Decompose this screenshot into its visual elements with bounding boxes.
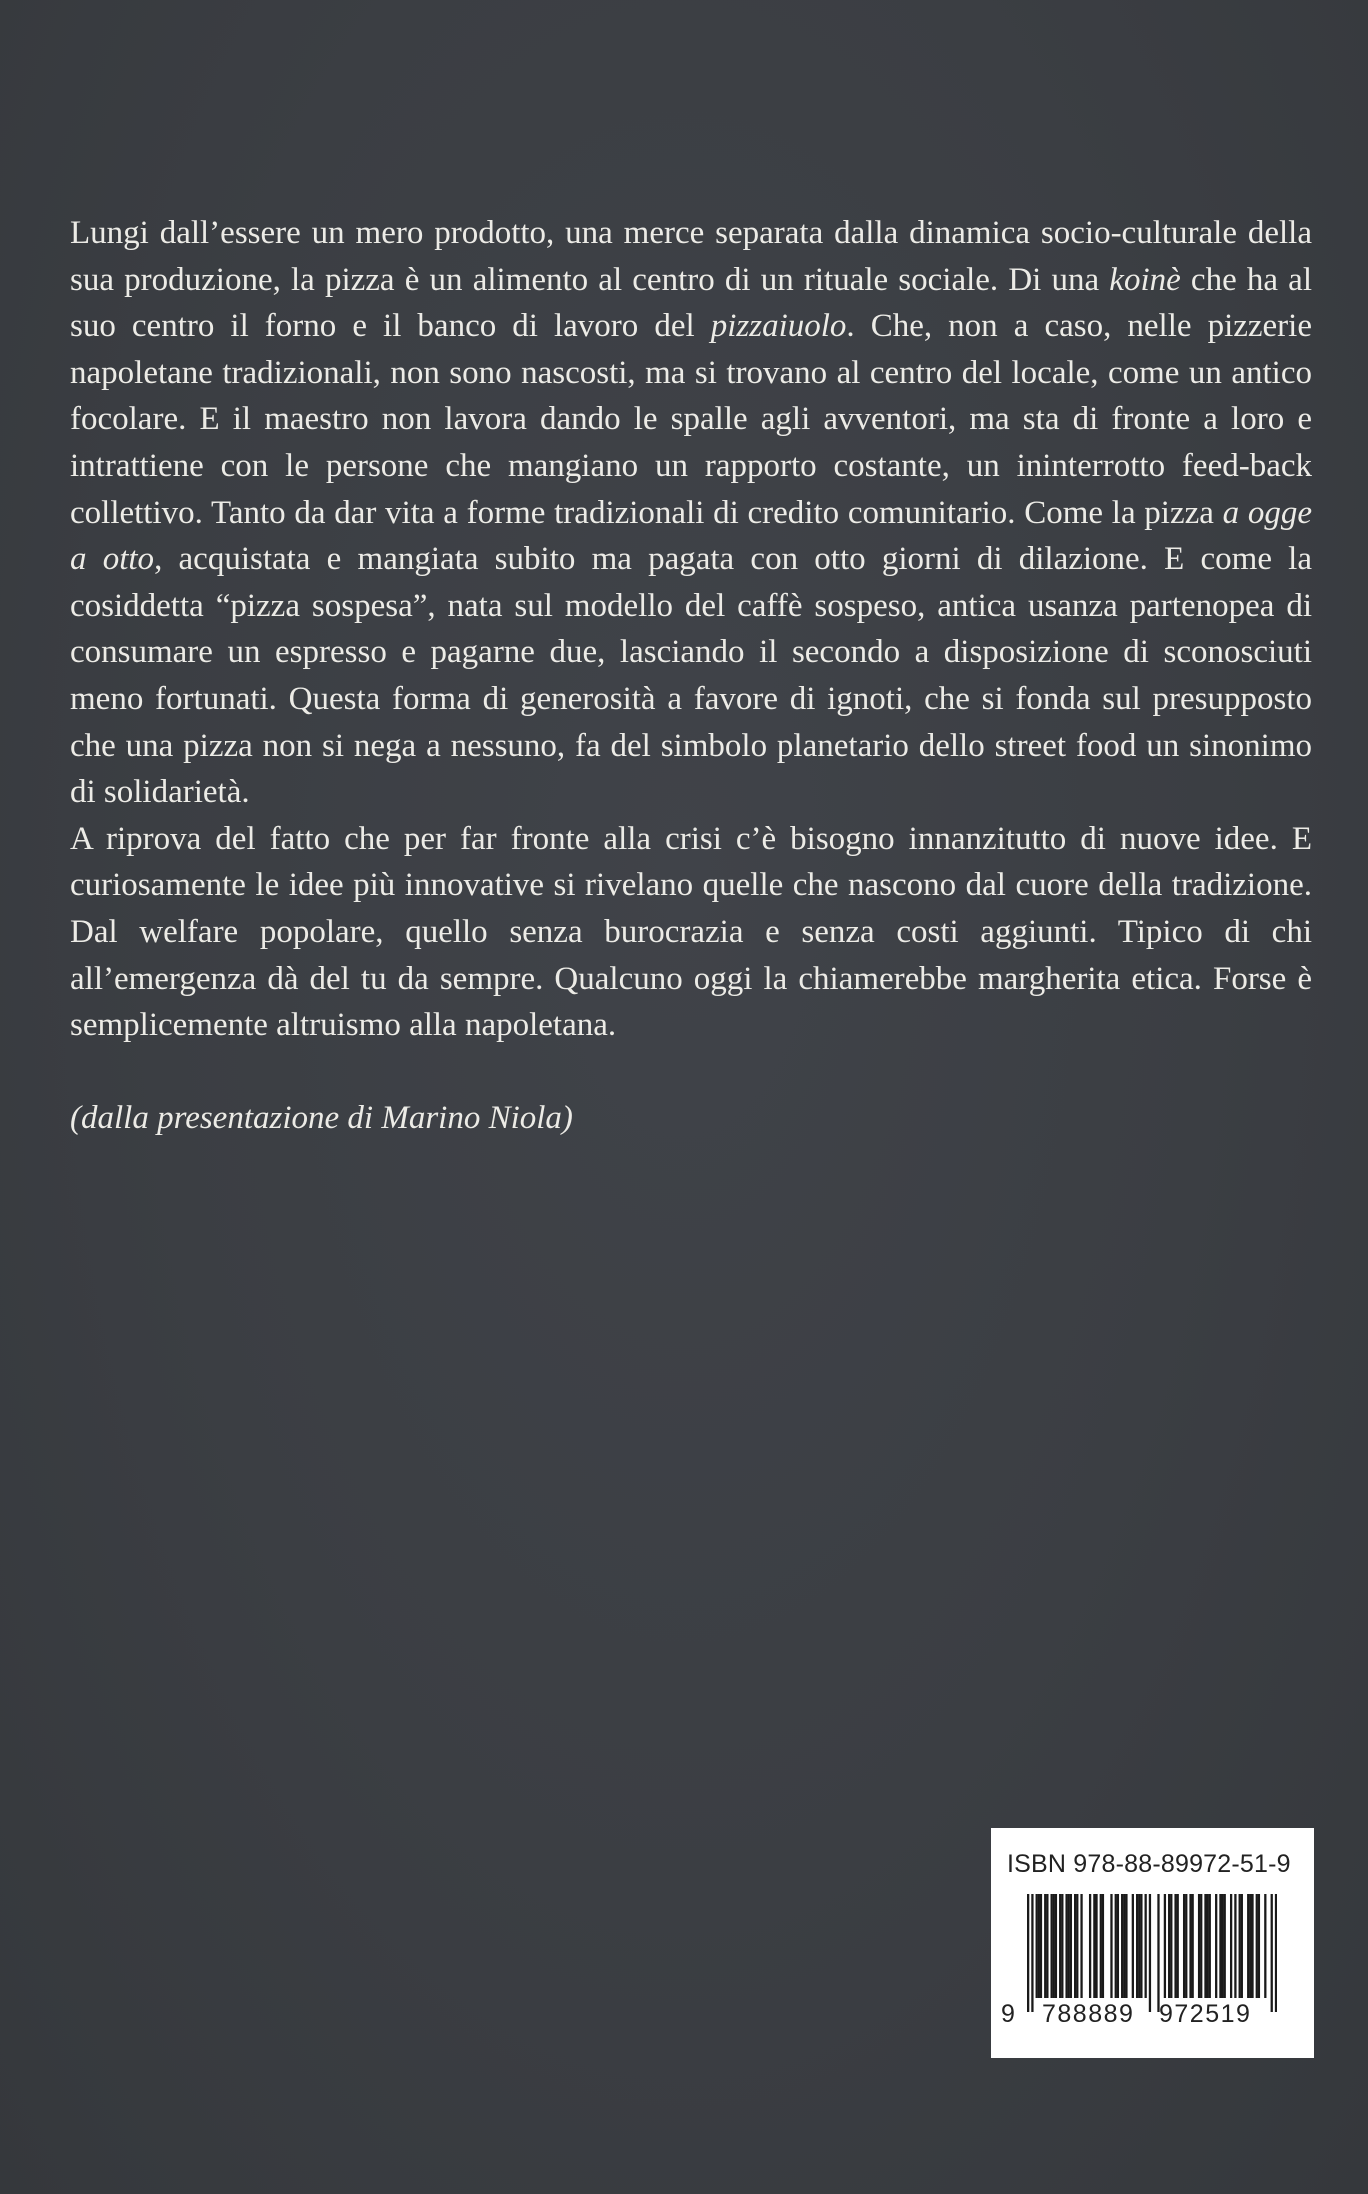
barcode-bar — [1044, 1894, 1046, 1998]
barcode-bar — [1145, 1894, 1147, 1998]
barcode-bar — [1177, 1894, 1179, 1998]
barcode-bar — [1074, 1894, 1076, 1998]
barcode-bar — [1121, 1894, 1123, 1998]
barcode-bar — [1080, 1894, 1082, 1998]
barcode-bar — [1206, 1894, 1208, 1998]
barcode-bar — [1157, 1894, 1159, 2012]
barcode-bar — [1040, 1894, 1042, 1998]
barcode-bar — [1149, 1894, 1151, 2012]
attribution: (dalla presentazione di Marino Niola) — [70, 1099, 573, 1136]
barcode-bar — [1224, 1894, 1226, 1998]
barcode-bar — [1192, 1894, 1194, 1998]
barcode-bar — [1221, 1894, 1223, 1998]
barcode-bar — [1117, 1894, 1119, 1998]
barcode-bar — [1251, 1894, 1253, 1998]
barcode-bar — [1174, 1894, 1176, 1998]
barcode-digit-lead: 9 — [1001, 2000, 1015, 2028]
barcode-bar — [1051, 1894, 1053, 1998]
barcode-bar — [1059, 1894, 1061, 1998]
barcode-bar — [1234, 1894, 1236, 1998]
paragraph-1-italic-a-ogge-a-otto: a ogge a otto — [70, 494, 1312, 578]
barcode-bar — [1100, 1894, 1102, 1998]
barcode-bar — [1140, 1894, 1142, 1998]
paragraph-1-segment: che ha al suo centro il forno e il banco di lavoro del — [70, 261, 1312, 345]
barcode-bar — [1027, 1894, 1029, 2012]
barcode-bar — [1076, 1894, 1078, 1998]
barcode-bar — [1264, 1894, 1266, 1998]
barcode-bar — [1239, 1894, 1241, 1998]
barcode-bar — [1038, 1894, 1040, 1998]
barcode-bar — [1031, 1894, 1033, 2012]
barcode-bar — [1183, 1894, 1185, 1998]
barcode-bar — [1215, 1894, 1217, 1998]
blurb-paragraph-2: A riprova del fatto che per far fronte alla crisi c’è bisogno innanzitutto di nuove idee. E curiosamente le idee più innovative si rivelano quelle che nascono dal cuore della tradizione. Dal welfare popolare, quello senza burocrazia e senza costi aggiunti. Tipico di chi all’emergenza dà del tu da sempre. Qualcuno oggi la chiamerebbe margherita etica. Forse è semplicemente altruismo alla napoletana. — [70, 820, 1312, 1044]
barcode-bar — [1132, 1894, 1134, 1998]
paragraph-1-segment: . Che, non a caso, nelle pizzerie napoletane tradizionali, non sono nascosti, ma si trovano al centro del locale, come un antico focolare. E il maestro non lavora dando le spalle agli avventori, ma sta di fronte a loro e intrattiene con le persone che mangiano un rapporto costante, un ininterrotto feed-back collettivo. Tanto da dar vita a forme tradizionali di credito comunitario. Come la pizza — [70, 308, 1312, 531]
barcode-bar — [1209, 1894, 1211, 1998]
barcode-bar — [1275, 1894, 1277, 2012]
barcode-bar — [1093, 1894, 1095, 1998]
barcode-bar — [1189, 1894, 1191, 1998]
barcode-bar — [1065, 1894, 1067, 1998]
paragraph-1-italic-pizzaiuolo: pizzaiuolo — [710, 308, 847, 345]
barcode-digits-right: 972519 — [1159, 2000, 1252, 2028]
barcode-bar — [1256, 1894, 1258, 1998]
barcode-bar — [1061, 1894, 1063, 1998]
barcode-bar — [1258, 1894, 1260, 1998]
barcode-bar — [1271, 1894, 1273, 2012]
barcode-bars — [1027, 1894, 1277, 2012]
barcode-bar — [1110, 1894, 1112, 1998]
barcode-bar — [1115, 1894, 1117, 1998]
barcode-bar — [1055, 1894, 1057, 1998]
barcode-digits-left: 788889 — [1042, 2000, 1135, 2028]
barcode-bar — [1204, 1894, 1206, 1998]
barcode-bar — [1241, 1894, 1243, 1998]
barcode-bar — [1123, 1894, 1125, 1998]
barcode-bar — [1089, 1894, 1091, 1998]
barcode-bar — [1070, 1894, 1072, 1998]
barcode-bar — [1036, 1894, 1038, 1998]
barcode-bar — [1053, 1894, 1055, 1998]
isbn-label: ISBN 978-88-89972-51-9 — [1007, 1850, 1291, 1878]
paragraph-1-segment: Lungi dall’essere un mero prodotto, una merce separata dalla dinamica socio-culturale della sua produzione, la pizza è un alimento al centro di un rituale sociale. Di una — [70, 215, 1312, 298]
paragraph-1-italic-koine: koinè — [1109, 261, 1181, 298]
barcode-bar — [1168, 1894, 1170, 1998]
barcode-bar — [1164, 1894, 1166, 1998]
barcode-bar — [1247, 1894, 1249, 1998]
barcode-bar — [1230, 1894, 1232, 1998]
barcode-bar — [1200, 1894, 1202, 1998]
blurb-paragraph-1 — [70, 210, 1312, 816]
barcode-bar — [1136, 1894, 1138, 1998]
isbn-barcode-box — [991, 1828, 1314, 2058]
barcode-bar — [1095, 1894, 1097, 1998]
paragraph-1-segment: , acquistata e mangiata subito ma pagata con otto giorni di dilazione. E come la cosiddetta “pizza sospesa”, nata sul modello del caffè sospeso, antica usanza partenopea di consumare un espresso e pagarne due, lasciando il secondo a disposizione di sconosciuti meno fortunati. Questa forma di generosità a favore di ignoti, che si fonda sul presupposto che una pizza non si nega a nessuno, fa del simbolo planetario dello street food un sinonimo di solidarietà. — [70, 541, 1313, 811]
barcode-bar — [1219, 1894, 1221, 1998]
barcode-bar — [1138, 1894, 1140, 1998]
barcode-bar — [1046, 1894, 1048, 1998]
blurb-text — [70, 210, 1312, 1141]
barcode-bar — [1185, 1894, 1187, 1998]
barcode-bar — [1068, 1894, 1070, 1998]
barcode-bar — [1249, 1894, 1251, 1998]
barcode-bar — [1102, 1894, 1104, 1998]
barcode-bar — [1125, 1894, 1127, 1998]
barcode-bar — [1198, 1894, 1200, 1998]
barcode-bar — [1170, 1894, 1172, 1998]
